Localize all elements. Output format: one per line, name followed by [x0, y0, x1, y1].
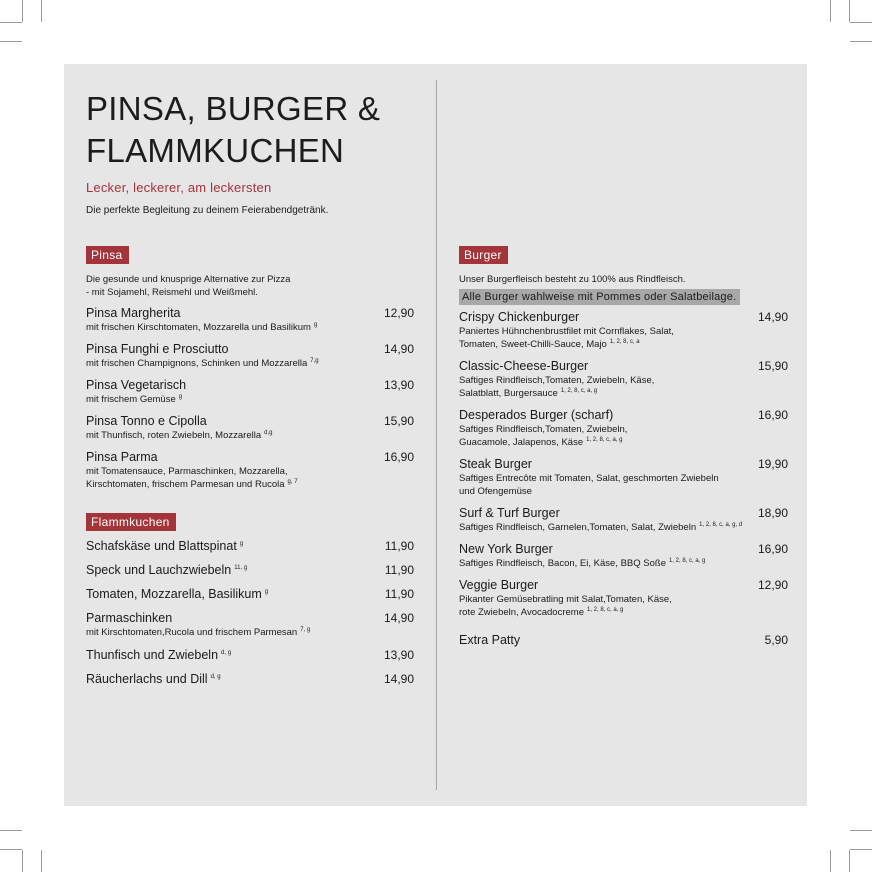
- menu-item: [86, 414, 414, 442]
- item-description-text: mit Kirschtomaten,Rucola und frischem Parmesan: [86, 627, 298, 638]
- item-description: [86, 357, 376, 370]
- column-divider: [436, 80, 437, 790]
- item-description: [459, 436, 749, 449]
- section-badge-burger: Burger: [459, 246, 508, 264]
- allergen-codes: g, 7: [287, 478, 298, 485]
- item-description-text: Salatblatt, Burgersauce: [459, 388, 558, 399]
- item-name: Extra Patty: [459, 633, 521, 647]
- item-description: [86, 321, 376, 334]
- item-price: 14,90: [383, 611, 414, 625]
- menu-item: [86, 306, 414, 334]
- item-name: Classic-Cheese-Burger: [459, 359, 589, 373]
- crop-mark: [0, 41, 22, 42]
- item-price: 11,90: [384, 587, 414, 601]
- crop-mark: [849, 0, 850, 22]
- item-description: [459, 557, 749, 570]
- item-description-text: rote Zwiebeln, Avocadocreme: [459, 607, 584, 618]
- item-price: 11,90: [384, 539, 414, 553]
- item-description: [86, 393, 376, 406]
- menu-item-extra: [459, 633, 788, 648]
- crop-mark: [41, 850, 42, 872]
- item-name: [86, 648, 231, 663]
- item-name-text: Tomaten, Mozzarella, Basilikum: [86, 587, 262, 601]
- item-name: Steak Burger: [459, 457, 532, 471]
- item-description: [459, 338, 749, 351]
- item-price: 16,90: [383, 450, 414, 464]
- menu-item: [459, 457, 788, 498]
- item-description-text: Tomaten, Sweet-Chilli-Sauce, Majo: [459, 339, 607, 350]
- item-description: [86, 626, 376, 639]
- item-name: Pinsa Vegetarisch: [86, 378, 187, 392]
- crop-mark: [850, 41, 872, 42]
- item-name-text: Speck und Lauchzwiebeln: [86, 563, 232, 577]
- crop-mark: [849, 850, 850, 872]
- crop-mark: [830, 850, 831, 872]
- item-description: [459, 387, 749, 400]
- allergen-codes: 1, 2, 8, c, a, g: [586, 606, 624, 613]
- item-price: 11,90: [384, 563, 414, 577]
- crop-mark: [830, 0, 831, 22]
- allergen-codes: 7,g: [310, 357, 319, 364]
- item-description: mit Tomatensauce, Parmaschinken, Mozzarella,: [86, 466, 288, 477]
- menu-item: [459, 542, 788, 570]
- subtitle: Lecker, leckerer, am leckersten: [86, 180, 272, 195]
- item-name: [86, 563, 247, 578]
- allergen-codes: 1, 2, 8, c, a, g: [560, 387, 598, 394]
- menu-item: [459, 578, 788, 619]
- item-description-text: Guacamole, Jalapenos, Käse: [459, 437, 584, 448]
- crop-mark: [41, 0, 42, 22]
- item-name: Pinsa Margherita: [86, 306, 181, 320]
- item-price: 5,90: [764, 633, 788, 647]
- item-description: Paniertes Hühnchenbrustfilet mit Cornflakes, Salat,: [459, 326, 674, 337]
- allergen-codes: d, g: [221, 649, 232, 656]
- item-description: Saftiges Rindfleisch,Tomaten, Zwiebeln, Käse,: [459, 375, 655, 386]
- menu-item: [86, 648, 414, 663]
- item-description-text: Saftiges Rindfleisch, Bacon, Ei, Käse, BBQ Soße: [459, 558, 666, 569]
- pinsa-description-line: - mit Sojamehl, Reismehl und Weißmehl.: [86, 287, 258, 298]
- allergen-codes: d,g: [264, 429, 273, 436]
- allergen-codes: d, g: [210, 673, 221, 680]
- item-name: New York Burger: [459, 542, 553, 556]
- item-description-text: mit frischem Gemüse: [86, 394, 176, 405]
- menu-item: [86, 611, 414, 639]
- crop-mark: [22, 0, 23, 22]
- allergen-codes: 7, g: [300, 626, 311, 633]
- flammkuchen-list: [86, 539, 414, 687]
- allergen-codes: g: [313, 321, 318, 328]
- item-price: 16,90: [757, 542, 788, 556]
- item-description-text: Saftiges Rindfleisch, Garnelen,Tomaten, Salat, Zwiebeln: [459, 522, 697, 533]
- burger-side-note: Alle Burger wahlweise mit Pommes oder Salatbeilage.: [459, 289, 740, 305]
- item-price: 19,90: [757, 457, 788, 471]
- menu-item: [86, 342, 414, 370]
- allergen-codes: 1, 2, 8, c, a, g: [586, 436, 623, 443]
- item-name: Parmaschinken: [86, 611, 173, 625]
- item-name: [86, 587, 268, 602]
- item-name-text: Räucherlachs und Dill: [86, 672, 208, 686]
- item-name: Veggie Burger: [459, 578, 539, 592]
- allergen-codes: 1, 2, 8, c, a, g, d: [699, 521, 743, 528]
- pinsa-description: [86, 273, 414, 299]
- item-name: Pinsa Parma: [86, 450, 158, 464]
- crop-mark: [0, 849, 22, 850]
- item-description-text: mit frischen Kirschtomaten, Mozzarella und Basilikum: [86, 322, 311, 333]
- section-badge-pinsa: Pinsa: [86, 246, 129, 264]
- crop-mark: [850, 22, 872, 23]
- item-name-text: Schafskäse und Blattspinat: [86, 539, 237, 553]
- item-name: Pinsa Funghi e Prosciutto: [86, 342, 229, 356]
- section-badge-flammkuchen: Flammkuchen: [86, 513, 176, 531]
- item-description: [86, 429, 376, 442]
- left-column: [86, 246, 414, 687]
- allergen-codes: g: [239, 540, 244, 547]
- title-line-2: FLAMMKUCHEN: [86, 132, 345, 169]
- menu-item: [86, 539, 414, 554]
- page-title: [86, 88, 426, 172]
- item-name: Crispy Chickenburger: [459, 310, 580, 324]
- crop-mark: [0, 830, 22, 831]
- item-price: 14,90: [383, 342, 414, 356]
- item-name: [86, 672, 221, 687]
- burger-description: Unser Burgerfleisch besteht zu 100% aus Rindfleisch.: [459, 274, 686, 285]
- item-price: 13,90: [383, 648, 414, 662]
- item-price: 16,90: [757, 408, 788, 422]
- item-price: 12,90: [757, 578, 788, 592]
- item-price: 14,90: [383, 672, 414, 686]
- intro-text: Die perfekte Begleitung zu deinem Feierabendgetränk.: [86, 205, 329, 216]
- item-name: Surf & Turf Burger: [459, 506, 560, 520]
- crop-mark: [850, 849, 872, 850]
- item-price: 14,90: [757, 310, 788, 324]
- menu-item: [459, 359, 788, 400]
- item-name: [86, 539, 243, 554]
- item-name: Desperados Burger (scharf): [459, 408, 614, 422]
- item-description: [459, 521, 779, 534]
- item-price: 15,90: [757, 359, 788, 373]
- item-description: [459, 606, 749, 619]
- flammkuchen-section: [86, 513, 414, 687]
- item-description: Saftiges Rindfleisch,Tomaten, Zwiebeln,: [459, 424, 628, 435]
- right-column: [459, 246, 788, 648]
- crop-mark: [850, 830, 872, 831]
- item-description-text: mit frischen Champignons, Schinken und Mozzarella: [86, 358, 308, 369]
- item-price: 18,90: [757, 506, 788, 520]
- allergen-codes: g: [264, 588, 269, 595]
- menu-item: [86, 563, 414, 578]
- allergen-codes: 1, 2, 8, c, a, g: [669, 557, 706, 564]
- item-description: [86, 478, 376, 491]
- item-name-text: Thunfisch und Zwiebeln: [86, 648, 219, 662]
- crop-mark: [0, 22, 22, 23]
- item-description: und Ofengemüse: [459, 486, 532, 497]
- menu-item: [459, 408, 788, 449]
- item-price: 15,90: [383, 414, 414, 428]
- item-description: Pikanter Gemüsebratling mit Salat,Tomaten, Käse,: [459, 594, 672, 605]
- allergen-codes: 11, g: [234, 564, 248, 571]
- pinsa-description-line: Die gesunde und knusprige Alternative zur Pizza: [86, 274, 291, 285]
- item-description-text: mit Thunfisch, roten Zwiebeln, Mozzarella: [86, 430, 262, 441]
- item-price: 12,90: [383, 306, 414, 320]
- item-name: Pinsa Tonno e Cipolla: [86, 414, 207, 428]
- item-description-text: Kirschtomaten, frischem Parmesan und Rucola: [86, 479, 285, 490]
- item-description: Saftiges Entrecôte mit Tomaten, Salat, geschmorten Zwiebeln: [459, 473, 719, 484]
- menu-item: [86, 672, 414, 687]
- item-price: 13,90: [383, 378, 414, 392]
- crop-mark: [22, 850, 23, 872]
- menu-item: [459, 310, 788, 351]
- menu-item: [86, 450, 414, 491]
- allergen-codes: 1, 2, 8, c, a: [609, 338, 640, 345]
- menu-item: [86, 587, 414, 602]
- title-line-1: PINSA, BURGER &: [86, 90, 381, 127]
- menu-item: [86, 378, 414, 406]
- menu-item: [459, 506, 788, 534]
- allergen-codes: g: [178, 393, 183, 400]
